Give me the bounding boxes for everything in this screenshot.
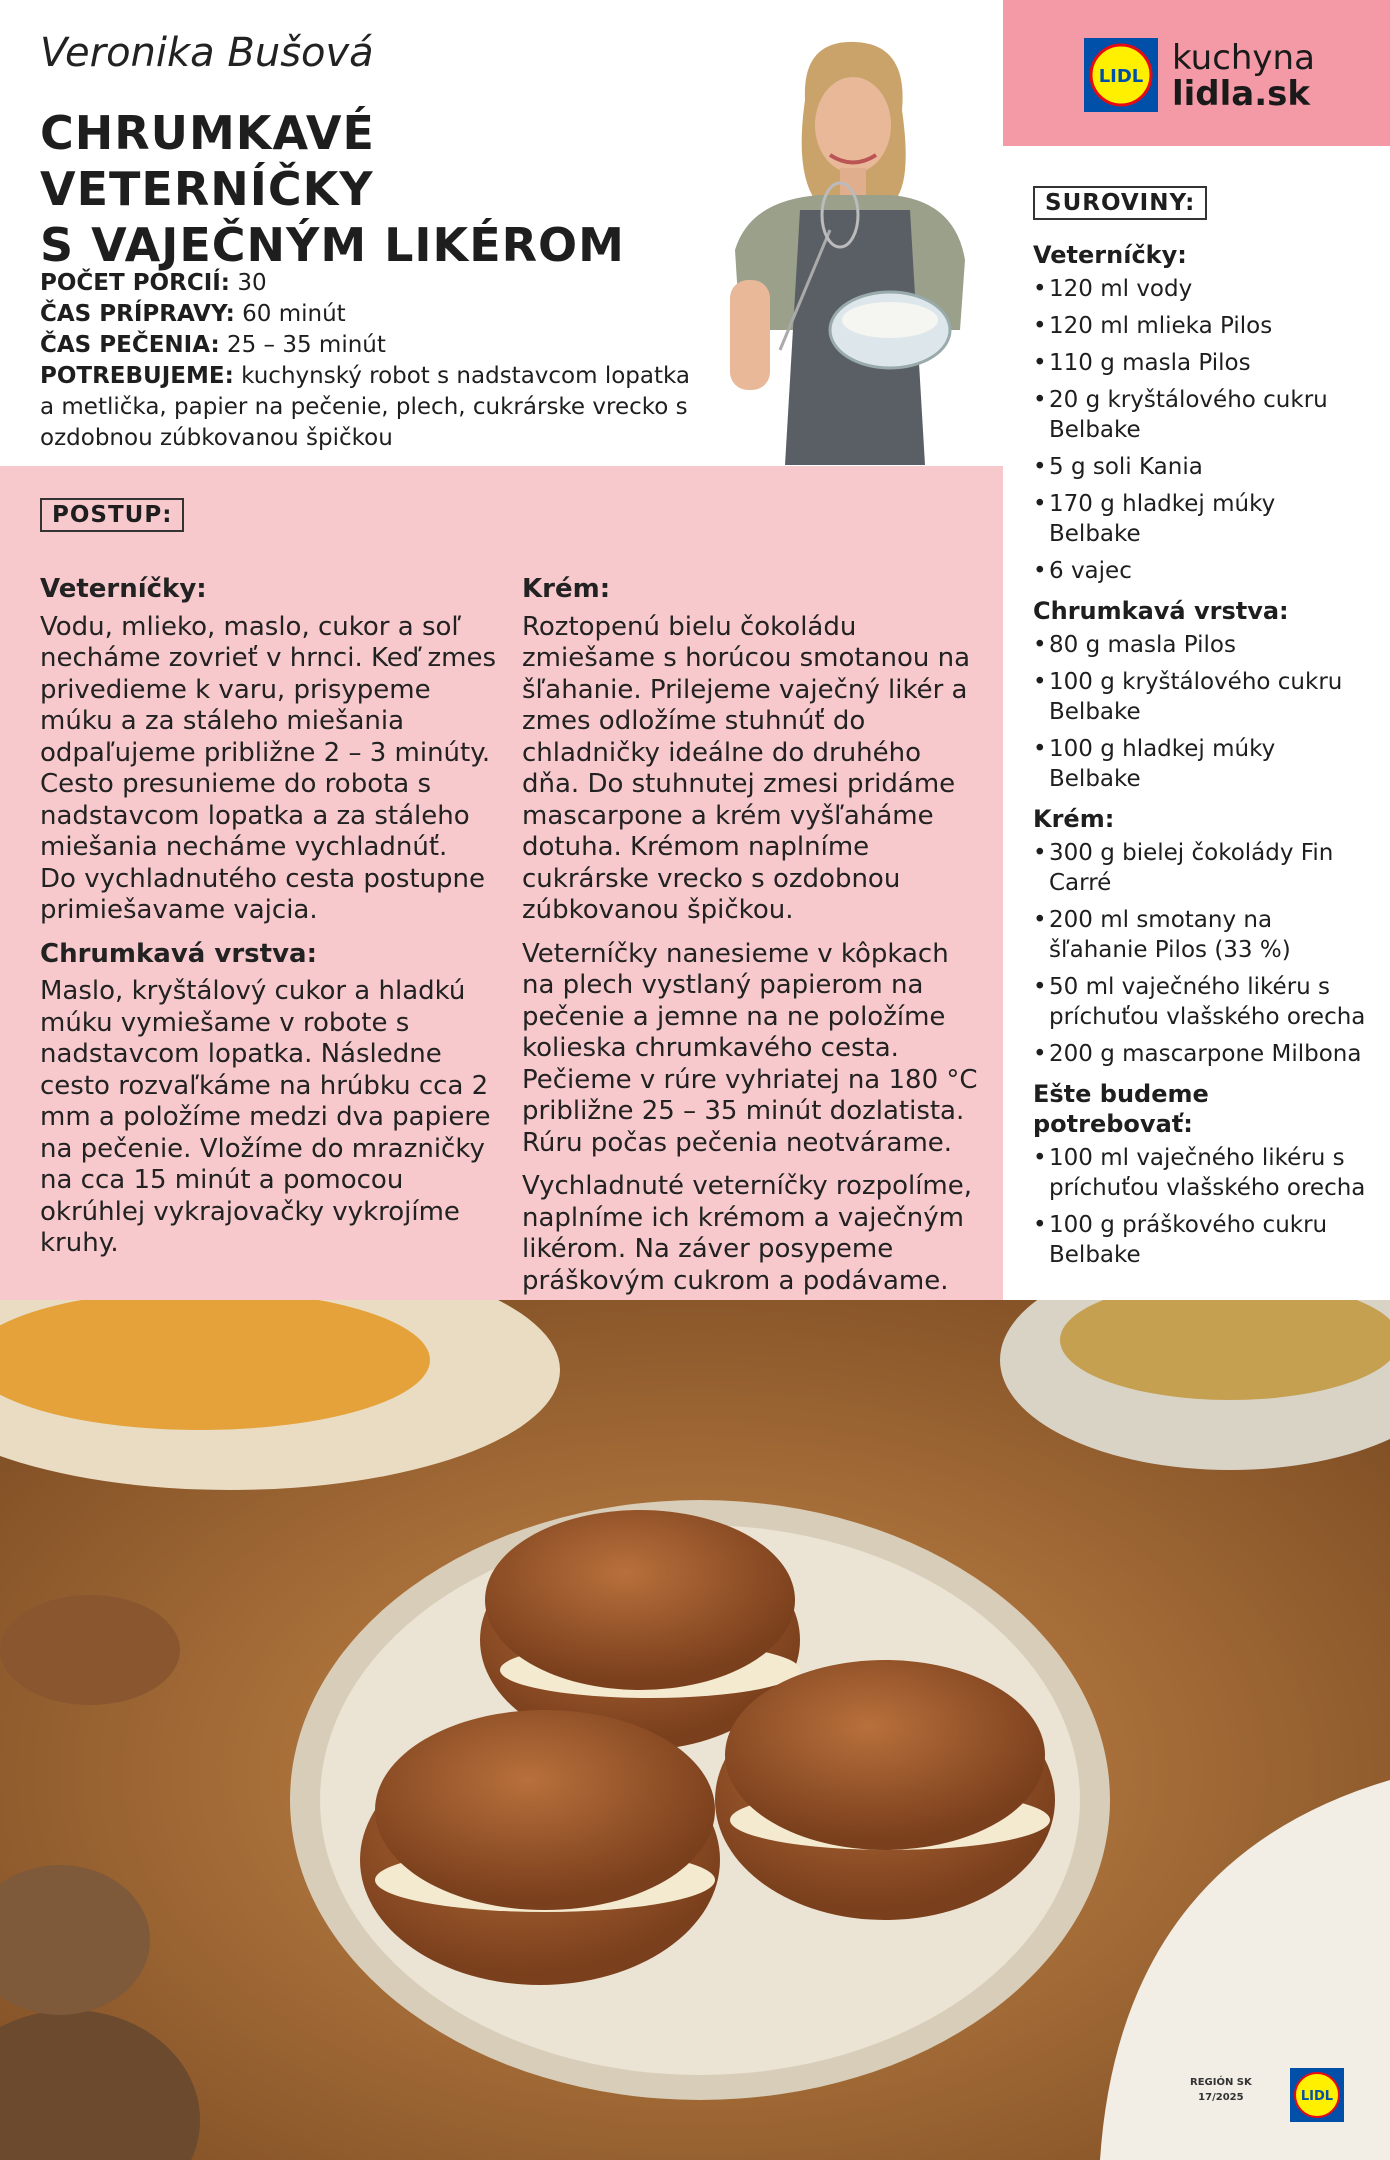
step-heading-veternicky: Veterníčky: (40, 574, 207, 604)
prep-value: 60 minút (234, 301, 346, 327)
ingredient-item: • 100 g hladkej múky Belbake (1033, 734, 1373, 794)
logo-line-1: kuchyna (1172, 38, 1315, 78)
ingredients-list (1033, 240, 1373, 1280)
ingredient-item: • 100 g kryštálového cukru Belbake (1033, 667, 1373, 727)
recipe-meta (40, 268, 700, 454)
ingredient-item: • 100 g práškového cukru Belbake (1033, 1210, 1373, 1270)
ingredient-group (1033, 838, 1373, 1069)
bake-label: ČAS PEČENIA: (40, 332, 220, 358)
need-label: POTREBUJEME: (40, 363, 234, 389)
step-text-3: Roztopenú bielu čokoládu zmiešame s horúcou smotanou na šľahanie. Prilejeme vaječný likér a zmes odložíme stuhnúť do chladničky ideálne do druhého dňa. Do stuhnutej zmesi pridáme mascarpone a krém vyšľaháme dotuha. Krémom naplníme cukrárske vrecko s ozdobnou zúbkovanou špičkou. (522, 611, 971, 925)
ingredient-group (1033, 630, 1373, 794)
ingredient-group (1033, 274, 1373, 586)
step-text-4: Veterníčky nanesieme v kôpkach na plech vystlaný papierom na pečenie a jemne na ne položíme kolieska chrumkavého cesta. Pečieme v rúre vyhriatej na 180 °C približne 25 – 35 minút dozlatista. Rúru počas pečenia neotvárame. (522, 938, 978, 1158)
ingredient-group-heading: Veterníčky: (1033, 241, 1187, 269)
ingredient-item: • 120 ml mlieka Pilos (1033, 311, 1373, 341)
author-name: Veronika Bušová (40, 30, 374, 76)
step-text-1: Vodu, mlieko, maslo, cukor a soľ necháme zovrieť v hrnci. Keď zmes privedieme k varu, prisypeme múku a za stáleho miešania odpaľujeme približne 2 – 3 minúty. Cesto presunieme do robota s nadstavcom lopatka a za stáleho miešania necháme vychladnúť. (40, 611, 497, 862)
ingredient-item: • 100 ml vaječného likéru s príchuťou vlašského orecha (1033, 1143, 1373, 1203)
ingredient-item: • 110 g masla Pilos (1033, 348, 1373, 378)
portions-label: POČET PORCIÍ: (40, 270, 231, 296)
prep-label: ČAS PRÍPRAVY: (40, 301, 235, 327)
ingredient-item: • 200 ml smotany na šľahanie Pilos (33 %) (1033, 905, 1373, 965)
lidl-footer-logo-icon (1290, 2068, 1344, 2122)
step-text-5: Vychladnuté veterníčky rozpolíme, naplníme ich krémom a vaječným likérom. Na záver posypeme práškovým cukrom a podávame. (522, 1171, 973, 1296)
puff-3 (715, 1660, 1055, 1920)
title-line-2: S VAJEČNÝM LIKÉROM (40, 218, 625, 272)
ingredient-group-heading: Chrumkavá vrstva: (1033, 597, 1289, 625)
ingredient-item: • 6 vajec (1033, 556, 1373, 586)
region-text: REGIÓN SK (1190, 2077, 1252, 2088)
ingredient-item: • 170 g hladkej múky Belbake (1033, 489, 1373, 549)
lidl-logo-text: LIDL (1098, 66, 1144, 87)
ingredient-group-heading: Krém: (1033, 805, 1115, 833)
portions-value: 30 (230, 270, 267, 296)
title-line-1: CHRUMKAVÉ VETERNÍČKY (40, 106, 375, 216)
chef-photo (690, 30, 1000, 465)
ingredient-item: • 120 ml vody (1033, 274, 1373, 304)
bake-value: 25 – 35 minút (219, 332, 386, 358)
ingredient-item: • 50 ml vaječného likéru s príchuťou vlašského orecha (1033, 972, 1373, 1032)
ingredient-item: • 300 g bielej čokolády Fin Carré (1033, 838, 1373, 898)
ingredient-item: • 5 g soli Kania (1033, 452, 1373, 482)
step-text-2: Maslo, kryštálový cukor a hladkú múku vymiešame v robote s nadstavcom lopatka. Následne cesto rozvaľkáme na hrúbku cca 2 mm a položíme medzi dva papiere na pečenie. Vložíme do mrazničky na cca 15 minút a pomocou okrúhlej vykrajovačky vykrojíme kruhy. (40, 976, 491, 1258)
step-text-1b: Do vychladnutého cesta postupne primiešavame vajcia. (40, 863, 486, 925)
ingredient-item: • 200 g mascarpone Milbona (1033, 1039, 1373, 1069)
need-value: kuchynský robot s nadstavcom lopatka a metlička, papier na pečenie, plech, cukrárske vrecko s ozdobnou zúbkovanou špičkou (40, 363, 691, 451)
lidl-footer-text: LIDL (1300, 2089, 1334, 2104)
ingredient-item: • 20 g kryštálového cukru Belbake (1033, 385, 1373, 445)
puff-2 (360, 1710, 720, 1985)
ingredient-item: • 80 g masla Pilos (1033, 630, 1373, 660)
postup-heading: POSTUP: (40, 498, 184, 532)
logo-line-2: lidla.sk (1172, 74, 1311, 114)
issue-text: 17/2025 (1198, 2092, 1244, 2103)
region-label (1190, 2075, 1252, 2105)
suroviny-heading: SUROVINY: (1033, 186, 1207, 220)
kuchyna-lidla-logo (1172, 40, 1315, 112)
food-photo (0, 1300, 1390, 2160)
recipe-title (40, 105, 700, 273)
method-column-1 (40, 574, 500, 1272)
method-column-2 (522, 574, 982, 1309)
step-text (40, 612, 500, 927)
step-heading-krem: Krém: (522, 574, 611, 604)
ingredient-group (1033, 1143, 1373, 1270)
step-heading-chrumkava: Chrumkavá vrstva: (40, 938, 317, 969)
lidl-logo-icon (1084, 38, 1158, 112)
ingredient-group-heading: Ešte budeme potrebovať: (1033, 1080, 1209, 1138)
